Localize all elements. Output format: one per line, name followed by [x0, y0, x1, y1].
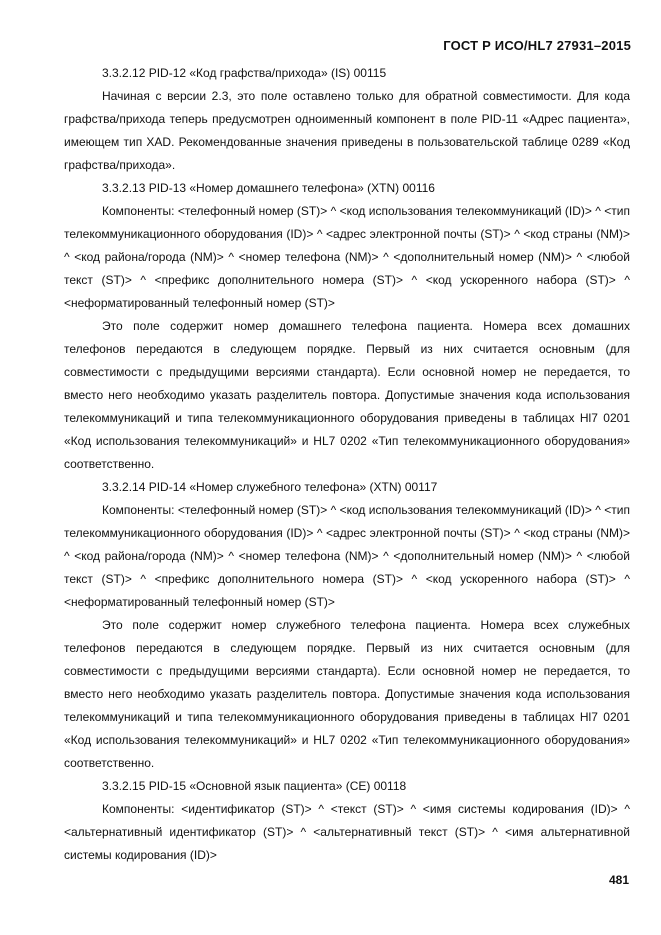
section-heading: 3.3.2.15 PID-15 «Основной язык пациента» (CE) 00118 [102, 779, 407, 793]
components-paragraph: Компоненты: <телефонный номер (ST)> ^ <код использования телекоммуникаций (ID)> ^ <тип телекоммуникационного оборудования (ID)> ^ <адрес электронной почты (ST)> ^ <код страны (NM)> ^ <код района/города (NM)> ^ <номер телефона (NM)> ^ <дополнительный номер (NM)> ^ <любой текст (ST)> ^ <префикс дополнительного номера (ST)> ^ <код ускоренного набора (ST)> ^ <неформатированный телефонный номер (ST)> [64, 204, 630, 310]
page-number: 481 [608, 873, 629, 887]
document-body [64, 62, 630, 867]
section-heading: 3.3.2.14 PID-14 «Номер служебного телефона» (XTN) 00117 [102, 480, 438, 494]
document-header: ГОСТ Р ИСО/HL7 27931–2015 [443, 38, 631, 53]
paragraph: Это поле содержит номер служебного телефона пациента. Номера всех служебных телефонов передаются в следующем порядке. Первый из них считается основным (для совместимости с предыдущими версиями стандарта). Если основной номер не передается, то вместо него необходимо указать разделитель повтора. Допустимые значения кода использования телекоммуникаций и типа телекоммуникационного оборудования приведены в таблицах Hl7 0201 «Код использования телекоммуникаций» и HL7 0202 «Тип телекоммуникационного оборудования» соответственно. [64, 618, 630, 770]
paragraph: Это поле содержит номер домашнего телефона пациента. Номера всех домашних телефонов передаются в следующем порядке. Первый из них считается основным (для совместимости с предыдущими версиями стандарта). Если основной номер не передается, то вместо него необходимо указать разделитель повтора. Допустимые значения кода использования телекоммуникаций и типа телекоммуникационного оборудования приведены в таблицах Hl7 0201 «Код использования телекоммуникаций» и HL7 0202 «Тип телекоммуникационного оборудования» соответственно. [64, 319, 630, 471]
section-pid-13 [64, 177, 630, 476]
section-pid-12 [64, 62, 630, 177]
components-paragraph: Компоненты: <телефонный номер (ST)> ^ <код использования телекоммуникаций (ID)> ^ <тип телекоммуникационного оборудования (ID)> ^ <адрес электронной почты (ST)> ^ <код страны (NM)> ^ <код района/города (NM)> ^ <номер телефона (NM)> ^ <дополнительный номер (NM)> ^ <любой текст (ST)> ^ <префикс дополнительного номера (ST)> ^ <код ускоренного набора (ST)> ^ <неформатированный телефонный номер (ST)> [64, 503, 630, 609]
section-pid-15 [64, 775, 630, 867]
paragraph: Начиная с версии 2.3, это поле оставлено только для обратной совместимости. Для кода графства/прихода теперь предусмотрен одноименный компонент в поле PID-11 «Адрес пациента», имеющем тип XAD. Рекомендованные значения приведены в пользовательской таблице 0289 «Код графства/прихода». [64, 89, 630, 172]
section-heading: 3.3.2.12 PID-12 «Код графства/прихода» (IS) 00115 [102, 66, 387, 80]
components-paragraph: Компоненты: <идентификатор (ST)> ^ <текст (ST)> ^ <имя системы кодирования (ID)> ^ <альтернативный идентификатор (ST)> ^ <альтернативный текст (ST)> ^ <имя альтернативной системы кодирования (ID)> [64, 802, 630, 862]
section-heading: 3.3.2.13 PID-13 «Номер домашнего телефона» (XTN) 00116 [102, 181, 435, 195]
section-pid-14 [64, 476, 630, 775]
